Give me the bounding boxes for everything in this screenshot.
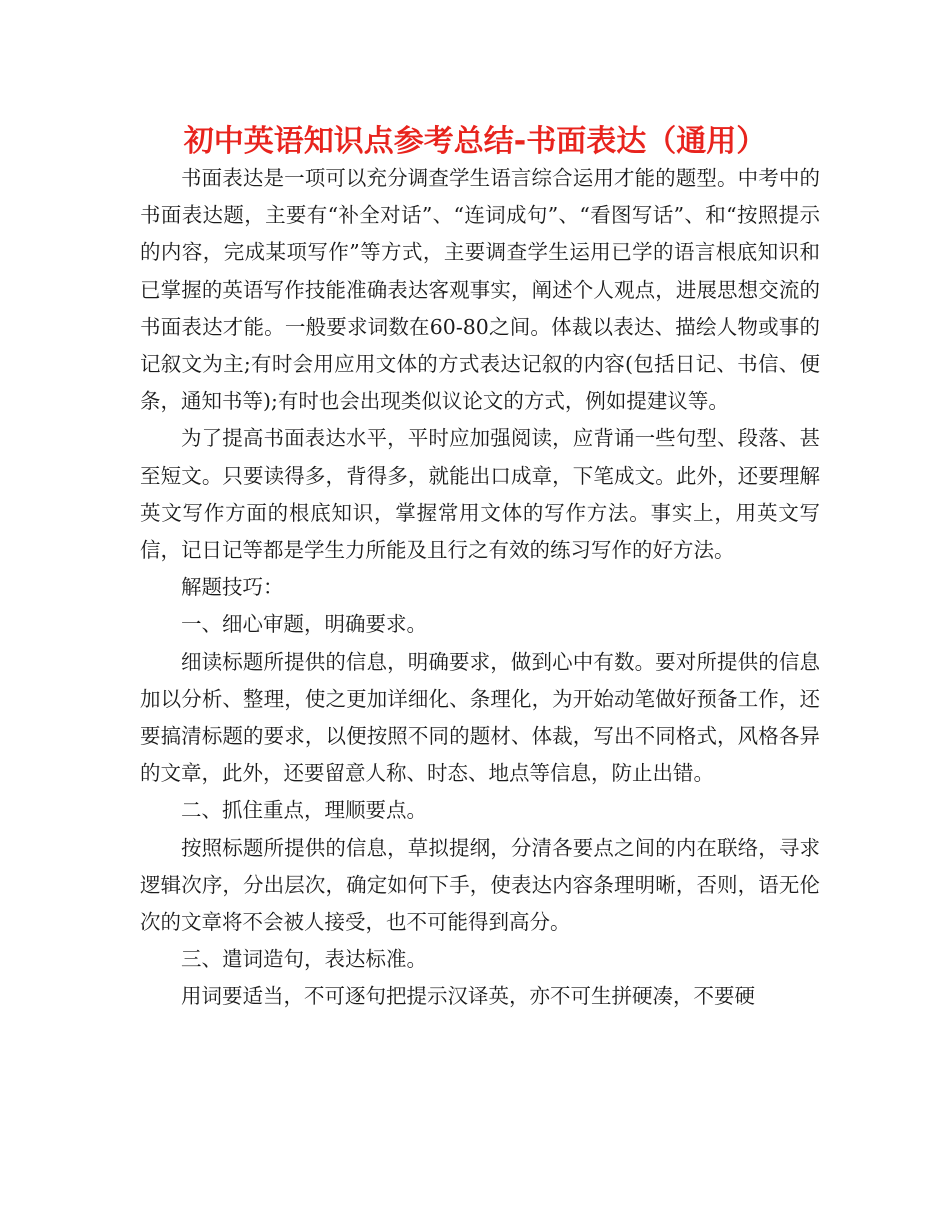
document-title: 初中英语知识点参考总结-书面表达（通用） [183, 124, 767, 159]
tip-paragraph-2: 按照标题所提供的信息，草拟提纲，分清各要点之间的内在联络，寻求逻辑次序，分出层次，确定如何下手，使表达内容条理明晰，否则，语无伦次的文章将不会被人接受，也不可能得到高分。 [140, 835, 820, 935]
tip-paragraph-1: 细读标题所提供的信息，明确要求，做到心中有数。要对所提供的信息加以分析、整理，使之更加详细化、条理化，为开始动笔做好预备工作，还要搞清标题的要求，以便按照不同的题材、体裁，写出不同格式，风格各异的文章，此外，还要留意人称、时态、地点等信息，防止出错。 [140, 649, 820, 786]
paragraph-intro: 书面表达是一项可以充分调查学生语言综合运用才能的题型。中考中的书面表达题，主要有“补全对话”、“连词成句”、“看图写话”、和“按照提示的内容，完成某项写作”等方式，主要调查学生运用已学的语言根底知识和已掌握的英语写作技能准确表达客观事实，阐述个人观点，进展思想交流的书面表达才能。一般要求词数在60-80之间。体裁以表达、描绘人物或事的记叙文为主;有时会用应用文体的方式表达记叙的内容(包括日记、书信、便条，通知书等);有时也会出现类似议论文的方式，例如提建议等。 [140, 166, 820, 414]
tip-heading-1: 一、细心审题，明确要求。 [181, 612, 427, 637]
document-body [140, 160, 820, 1016]
tip-heading-3: 三、遣词造句，表达标准。 [181, 947, 427, 972]
tip-heading-2: 二、抓住重点，理顺要点。 [181, 798, 427, 823]
paragraph-improve-writing: 为了提高书面表达水平，平时应加强阅读，应背诵一些句型、段落、甚至短文。只要读得多，背得多，就能出口成章，下笔成文。此外，还要理解英文写作方面的根底知识，掌握常用文体的写作方法。事实上，用英文写信，记日记等都是学生力所能及且行之有效的练习写作的好方法。 [140, 426, 820, 563]
section-heading-tips: 解题技巧： [181, 575, 284, 600]
tip-paragraph-3: 用词要适当，不可逐句把提示汉译英，亦不可生拼硬凑，不要硬 [181, 984, 755, 1009]
